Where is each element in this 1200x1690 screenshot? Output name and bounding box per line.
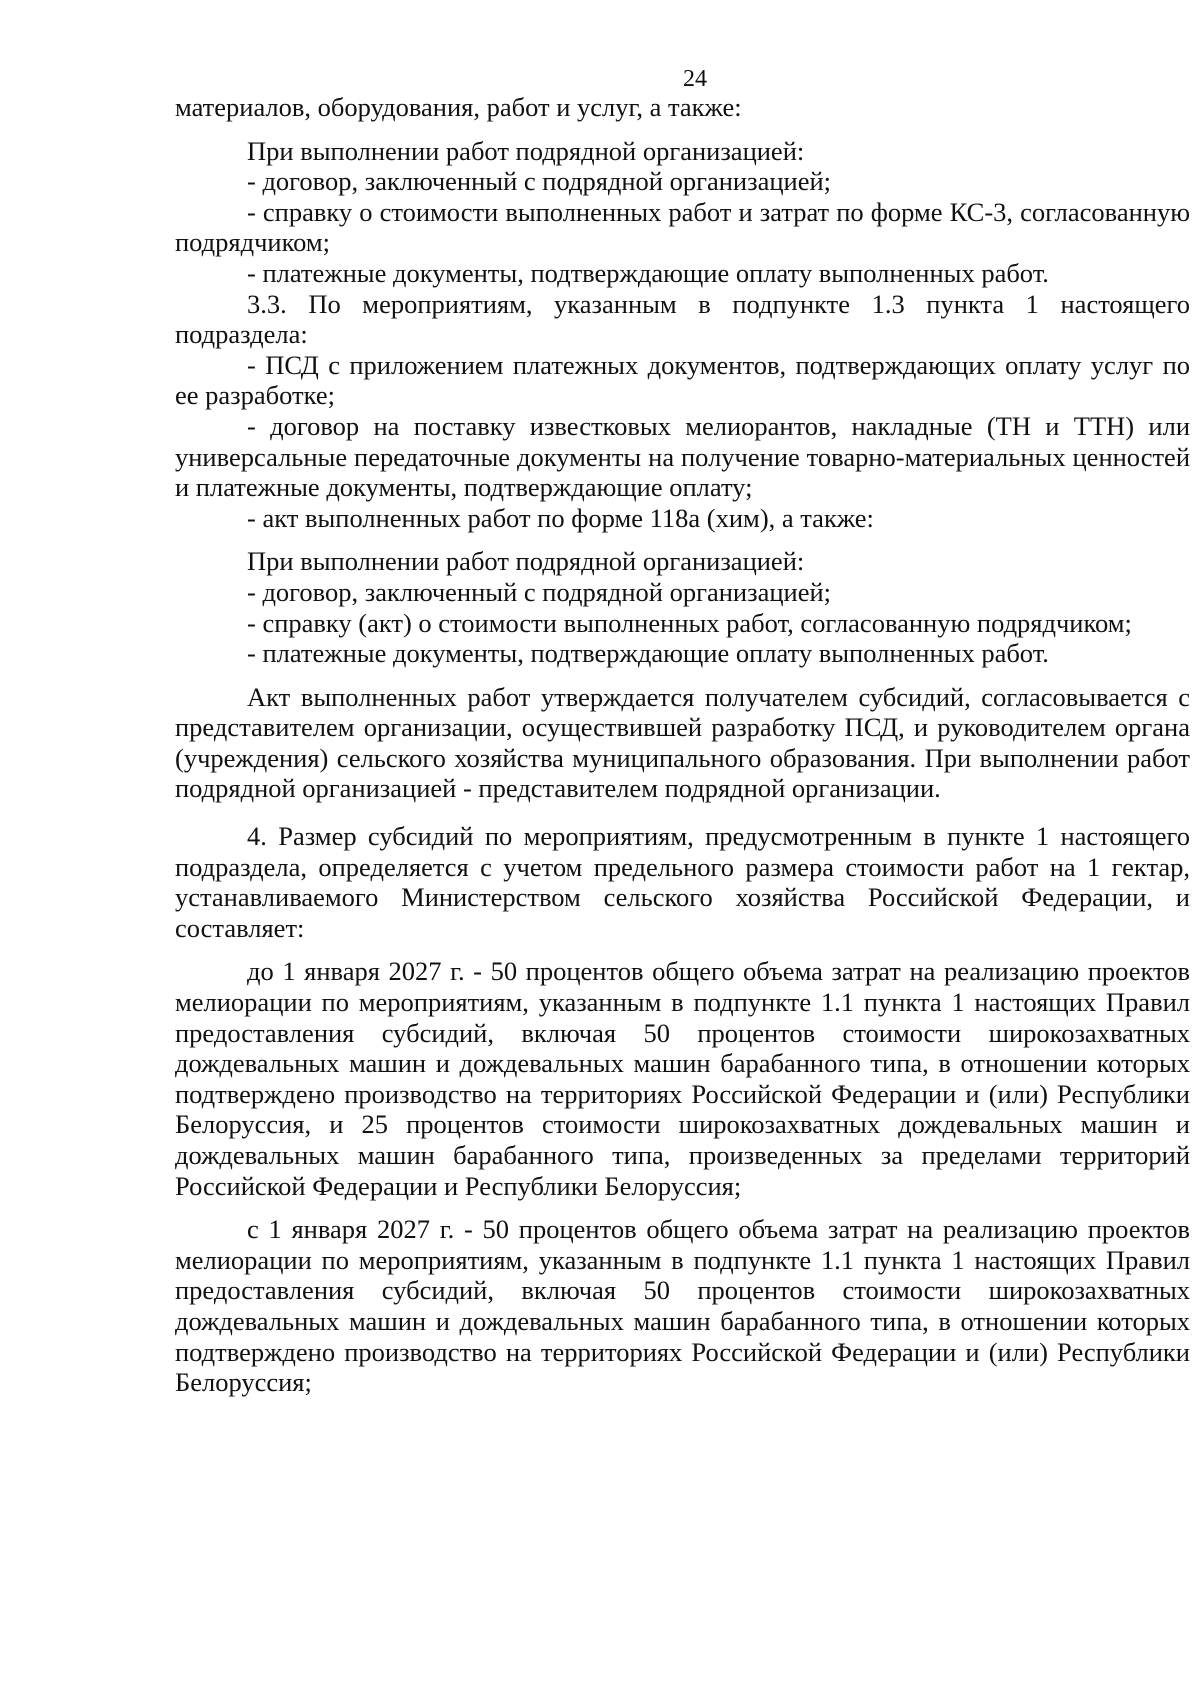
paragraph-3-3: 3.3. По мероприятиям, указанным в подпункте 1.3 пункта 1 настоящего подраздела: xyxy=(175,288,1190,350)
paragraph-act-approval: Акт выполненных работ утверждается получателем субсидий, согласовывается с представителем организации, осуществившей разработку ПСД, и руководителем органа (учреждения) сельского хозяйства муниципального образования. При выполнении работ подрядной организацией - представителем подрядной организации. xyxy=(175,681,1190,804)
list-item-lime-supply-contract: - договор на поставку известковых мелиорантов, накладные (ТН и ТТН) или универсальные передаточные документы на получение товарно-материальных ценностей и платежные документы, подтверждающие оплату; xyxy=(175,410,1190,503)
list-item-payment-documents: - платежные документы, подтверждающие оплату выполненных работ. xyxy=(247,257,1049,288)
paragraph-contractor-heading: При выполнении работ подрядной организацией: xyxy=(247,135,805,166)
paragraph-continuation: материалов, оборудования, работ и услуг, а также: xyxy=(175,92,742,122)
list-item-contract: - договор, заключенный с подрядной организацией; xyxy=(247,166,831,197)
page-number: 24 xyxy=(683,66,707,92)
list-item-contract-2: - договор, заключенный с подрядной организацией; xyxy=(247,576,831,607)
list-item-act-118a: - акт выполненных работ по форме 118а (хим), а также: xyxy=(247,502,874,533)
list-item-cost-certificate: - справку (акт) о стоимости выполненных работ, согласованную подрядчиком; xyxy=(247,607,1132,638)
paragraph-until-2027: до 1 января 2027 г. - 50 процентов общего объема затрат на реализацию проектов мелиорации по мероприятиям, указанным в подпункте 1.1 пункта 1 настоящих Правил предоставления субсидий, включая 50 процентов стоимости широкозахватных дождевальных машин и дождевальных машин барабанного типа, в отношении которых подтверждено производство на территориях Российской Федерации и (или) Республики Белоруссия, и 25 процентов стоимости широкозахватных дождевальных машин и дождевальных машин барабанного типа, произведенных за пределами территорий Российской Федерации и Республики Белоруссия; xyxy=(175,956,1190,1201)
paragraph-from-2027: с 1 января 2027 г. - 50 процентов общего объема затрат на реализацию проектов мелиорации по мероприятиям, указанным в подпункте 1.1 пункта 1 настоящих Правил предоставления субсидий, включая 50 процентов стоимости широкозахватных дождевальных машин и дождевальных машин барабанного типа, в отношении которых подтверждено производство на территориях Российской Федерации и (или) Республики Белоруссия; xyxy=(175,1214,1190,1398)
list-item-ks3-certificate: - справку о стоимости выполненных работ и затрат по форме КС-3, согласованную подрядчиком; xyxy=(175,196,1190,258)
list-item-payment-documents-2: - платежные документы, подтверждающие оплату выполненных работ. xyxy=(247,638,1049,669)
paragraph-contractor-heading-2: При выполнении работ подрядной организацией: xyxy=(247,546,805,577)
document-body xyxy=(175,92,1190,1398)
paragraph-4-subsidy-size: 4. Размер субсидий по мероприятиям, предусмотренным в пункте 1 настоящего подраздела, определяется с учетом предельного размера стоимости работ на 1 гектар, устанавливаемого Министерством сельского хозяйства Российской Федерации, и составляет: xyxy=(175,821,1190,943)
list-item-psd: - ПСД с приложением платежных документов, подтверждающих оплату услуг по ее разработке; xyxy=(175,349,1190,411)
